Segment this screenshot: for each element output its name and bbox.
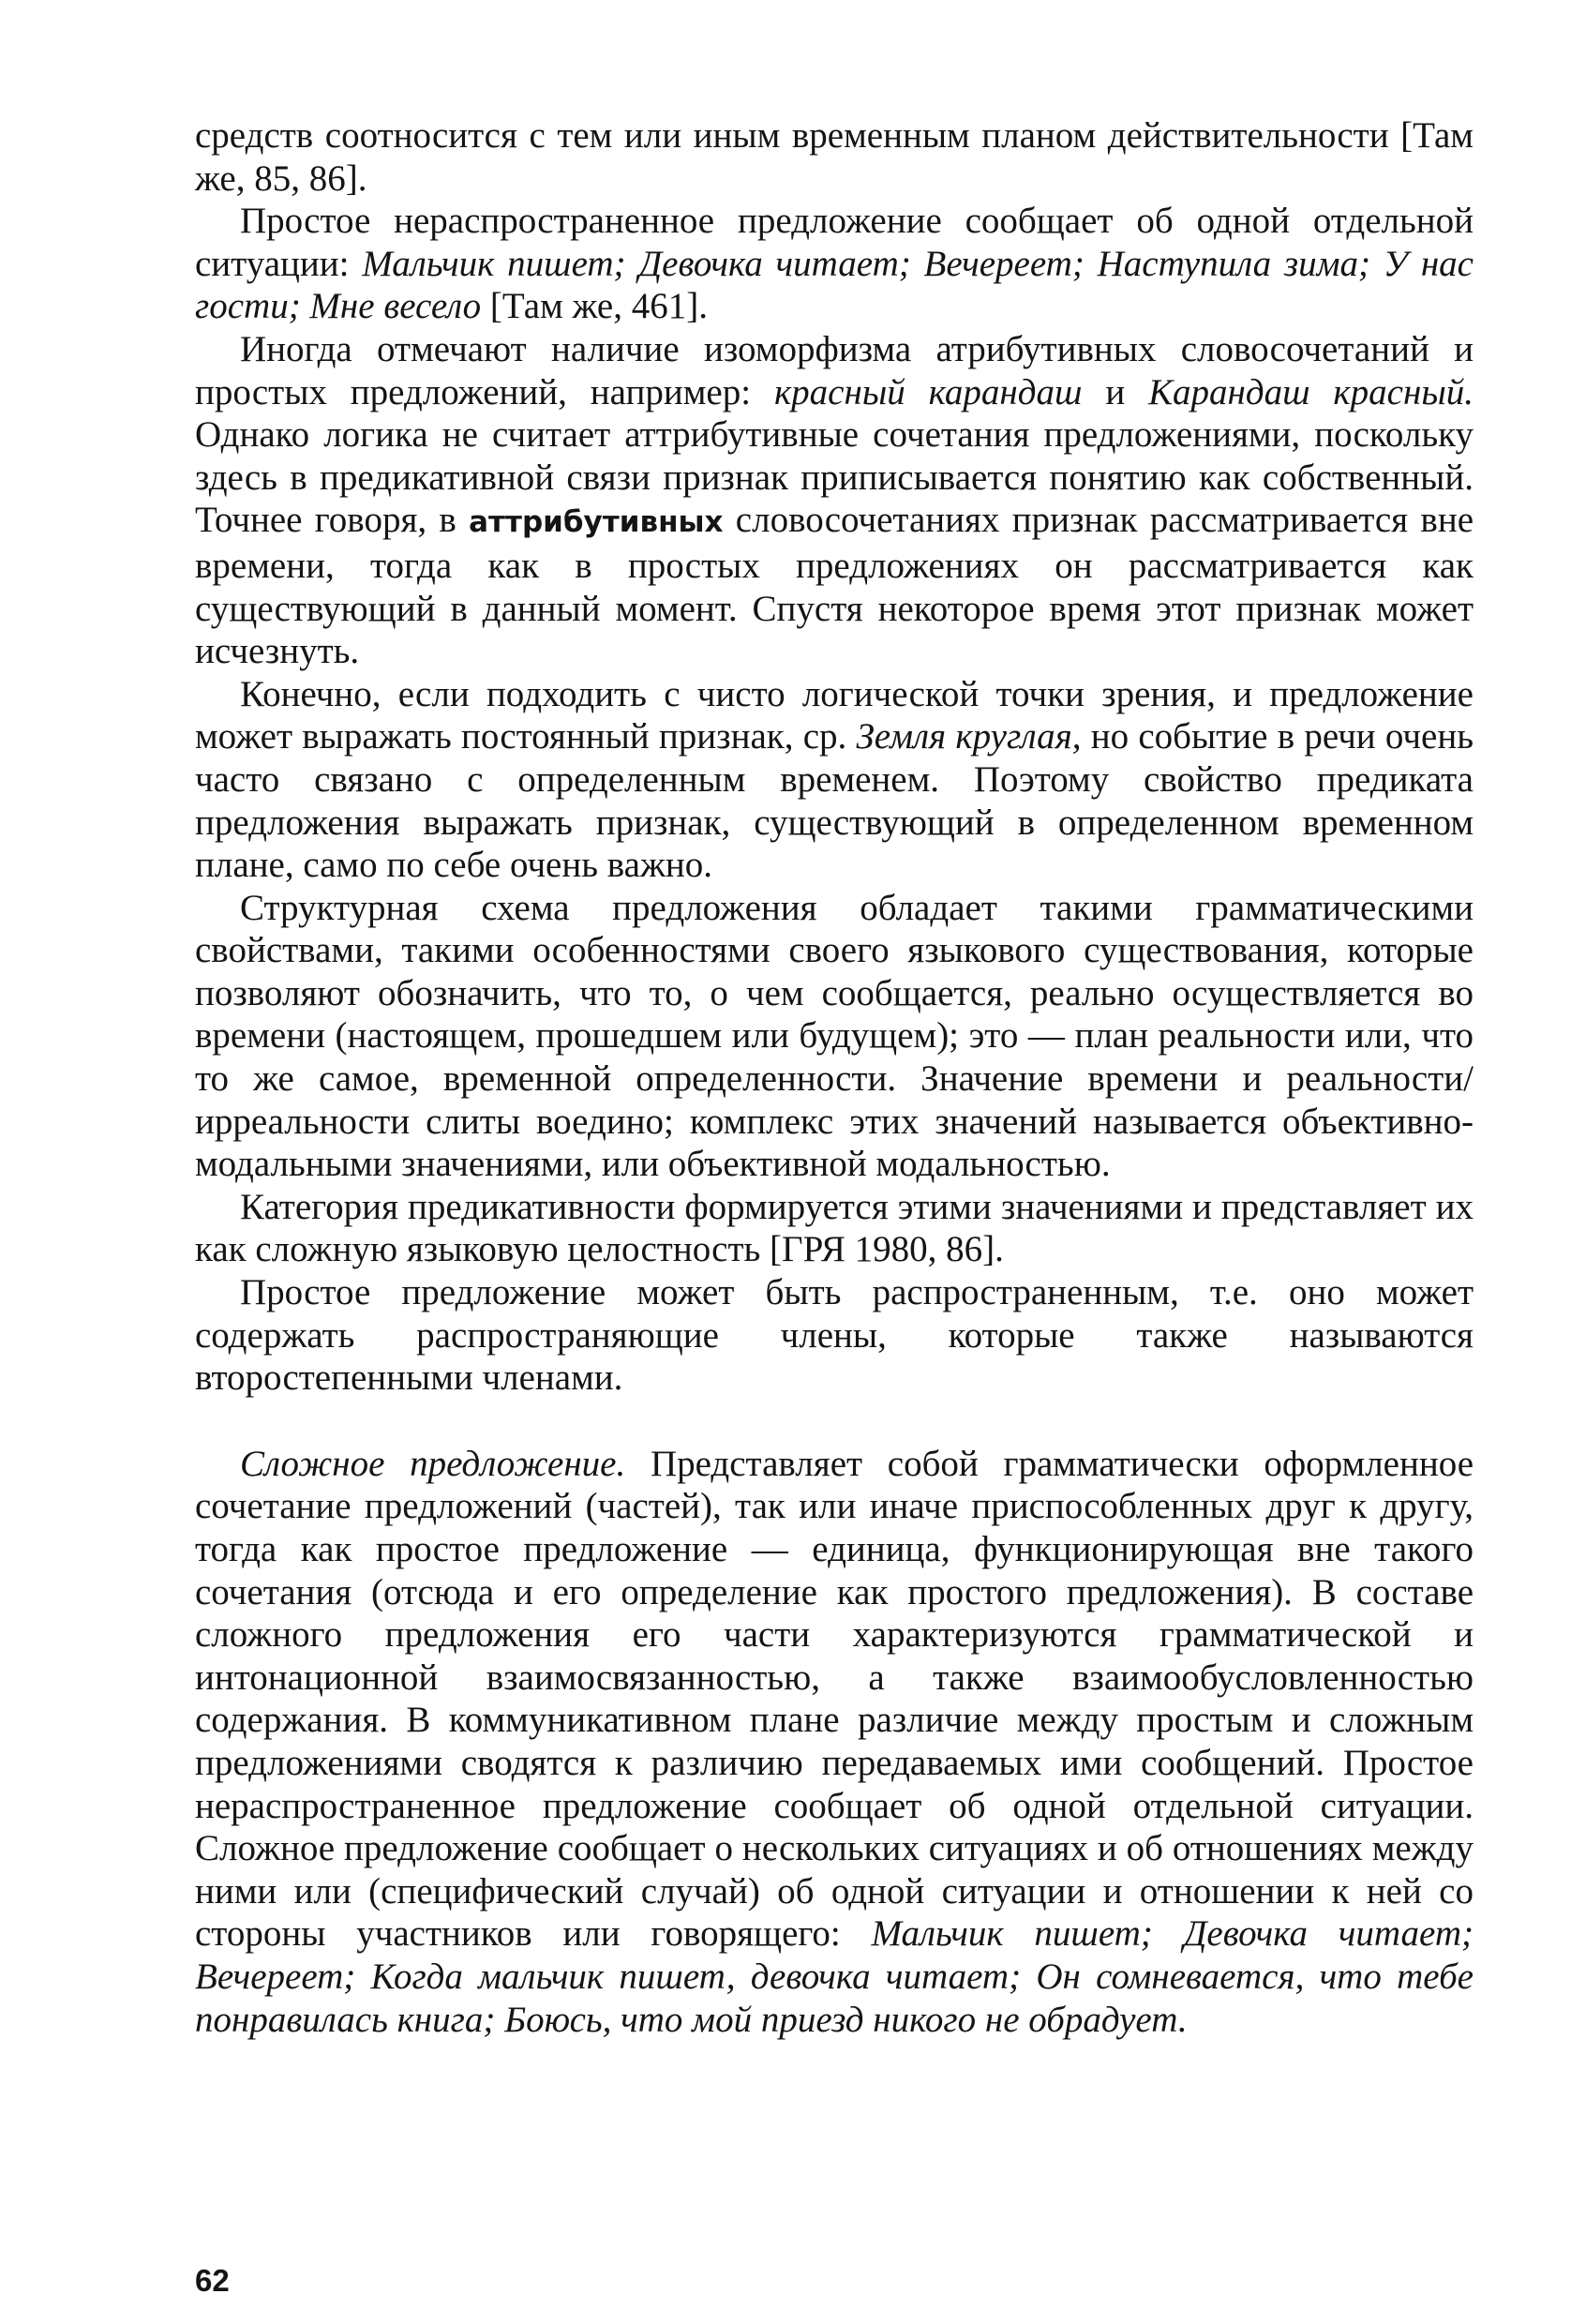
text-run: и xyxy=(1082,371,1149,412)
paragraph xyxy=(195,200,1474,328)
italic-example: Земля круглая, xyxy=(856,716,1082,757)
text-run: Простое предложение может быть распространенным, т.е. оно может содержать распространяющие члены, которые также называются второстепенными членами. xyxy=(195,1272,1474,1399)
text-run: Представляет собой грамматически оформленное сочетание предложений (частей), так или иначе приспособленных друг к другу, тогда как простое предложение — единица, функционирующая вне такого сочетания (отсюда и его определение как простого предложения). В составе сложного предложения его части характеризуются грамматической и интонационной взаимосвязанностью, а также взаимообусловленностью содержания. В коммуникативном плане различие между простым и сложным предложениями сводятся к различию передаваемых ими сообщений. Простое нераспространенное предложение сообщает об одной отдельной ситуации. Сложное предложение сообщает о нескольких ситуациях и об отношениях между ними или (специфический случай) об одной ситуации и отношении к ней со стороны участников или говорящего: xyxy=(195,1443,1474,1955)
italic-example: Карандаш красный. xyxy=(1148,371,1474,412)
italic-example: Сложное предложение. xyxy=(240,1443,626,1484)
text-run: Структурная схема предложения обладает такими грамматическими свойствами, такими особенностями своего языкового существования, которые позволяют обозначить, что то, о чем сообщается, реально осуществляется во времени (настоящем, прошедшем или будущем); это — план реальности или, что то же самое, временной определенности. Значение времени и реальности/ ирреальности слиты воедино; комплекс этих значений называется объективно-модальными значениями, или объективной модальностью. xyxy=(195,887,1474,1185)
page-body xyxy=(195,114,1474,2041)
paragraph xyxy=(195,114,1474,200)
bold-term: аттрибутивных xyxy=(469,505,724,540)
paragraph xyxy=(195,673,1474,887)
text-run: Простое нераспространенное предложение сообщает об одной отдельной ситуации: xyxy=(195,201,1474,284)
text-run: средств соотносится с тем или иным временным планом действительности [Там же, 85, 86]. xyxy=(195,115,1474,199)
paragraph xyxy=(195,1271,1474,1400)
italic-example: красный карандаш xyxy=(773,371,1083,412)
text-run: словосочетаниях признак рассматривается вне времени, тогда как в простых предложениях он рассматривается как существующий в данный момент. Спустя некоторое время этот признак может исчезнуть. xyxy=(195,500,1474,672)
italic-example: Мальчик пишет; Девочка читает; Вечереет; Наступила зима; У нас гости; Мне весело xyxy=(195,243,1474,327)
text-run: Однако логика не считает аттрибутивные сочетания предложениями, поскольку здесь в предикативной связи признак приписывается понятию как собственный. Точнее говоря, в xyxy=(195,414,1474,541)
text-run: [Там же, 461]. xyxy=(481,286,708,327)
text-run: но событие в речи очень часто связано с определенным временем. Поэтому свойство предиката предложения выражать признак, существующий в определенном временном плане, само по себе очень важно. xyxy=(195,716,1474,886)
paragraph xyxy=(195,1186,1474,1271)
text-run: Категория предикативности формируется этими значениями и представляет их как сложную языковую целостность [ГРЯ 1980, 86]. xyxy=(195,1186,1474,1270)
page-number: 62 xyxy=(195,2263,230,2298)
text-run: Конечно, если подходить с чисто логической точки зрения, и предложение может выражать постоянный признак, ср. xyxy=(195,673,1474,757)
paragraph xyxy=(195,328,1474,673)
paragraph xyxy=(195,1443,1474,2041)
paragraph xyxy=(195,887,1474,1186)
italic-example: Мальчик пишет; Девочка читает; Вечереет; Когда мальчик пишет, девочка читает; Он сомневается, что тебе понравилась книга; Боюсь, что мой приезд никого не обрадует. xyxy=(195,1913,1474,2040)
section-gap xyxy=(195,1400,1474,1443)
text-run: Иногда отмечают наличие изоморфизма атрибутивных словосочетаний и простых предложений, например: xyxy=(195,328,1474,412)
